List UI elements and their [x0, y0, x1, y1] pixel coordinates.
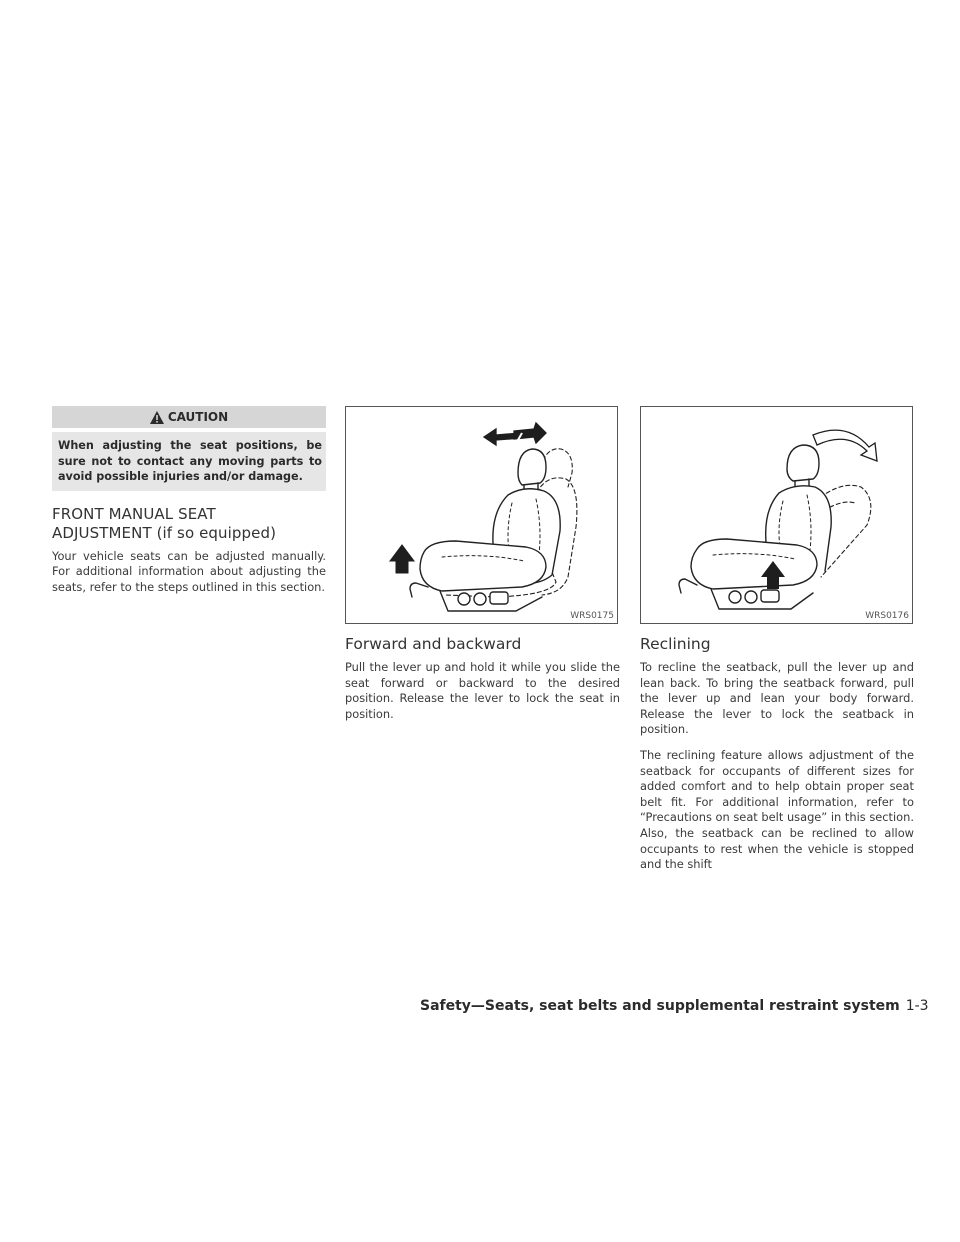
left-column: [52, 406, 326, 595]
right-column: [640, 406, 914, 873]
section-title-line1: FRONT MANUAL SEAT: [52, 504, 216, 523]
middle-column: [345, 406, 620, 722]
section-title-line2: ADJUSTMENT (if so equipped): [52, 523, 277, 542]
seat-recline-illustration: [641, 407, 912, 623]
reclining-heading: Reclining: [640, 635, 711, 653]
section-intro: Your vehicle seats can be adjusted manually. For additional information about adjusting the seats, refer to the steps outlined in this section.: [52, 548, 326, 594]
page-footer: [420, 998, 929, 1014]
forward-backward-text: Pull the lever up and hold it while you slide the seat forward or backward to the desired position. Release the lever to lock the seat in position.: [345, 660, 620, 721]
reclining-text-1: To recline the seatback, pull the lever up and lean back. To bring the seatback forward, pull the lever up and lean your body forward. Release the lever to lock the seatback in position.: [640, 660, 914, 737]
warning-icon: [150, 411, 164, 424]
footer-chapter-title: Safety—Seats, seat belts and supplemental restraint system: [420, 998, 900, 1014]
caution-header: [52, 406, 326, 428]
section-title: [52, 505, 326, 543]
page-number: 1-3: [905, 998, 929, 1014]
forward-backward-heading: Forward and backward: [345, 635, 522, 653]
figure-code-wrs0176: WRS0176: [865, 611, 909, 621]
seat-slide-illustration: [346, 407, 617, 623]
figure-code-wrs0175: WRS0175: [570, 611, 614, 621]
reclining-text-2: The reclining feature allows adjustment of the seatback for occupants of different sizes for added comfort and to help obtain proper seat belt fit. For additional information, refer to “Precautions on seat belt usage” in this section. Also, the seatback can be reclined to allow occupants to rest when the vehicle is stopped and the shift: [640, 747, 914, 872]
forward-backward-figure: [345, 406, 618, 624]
caution-text: When adjusting the seat positions, be sure not to contact any moving parts to avoid possible injuries and/or damage.: [52, 432, 326, 491]
reclining-figure: [640, 406, 913, 624]
caution-heading: CAUTION: [167, 410, 229, 424]
